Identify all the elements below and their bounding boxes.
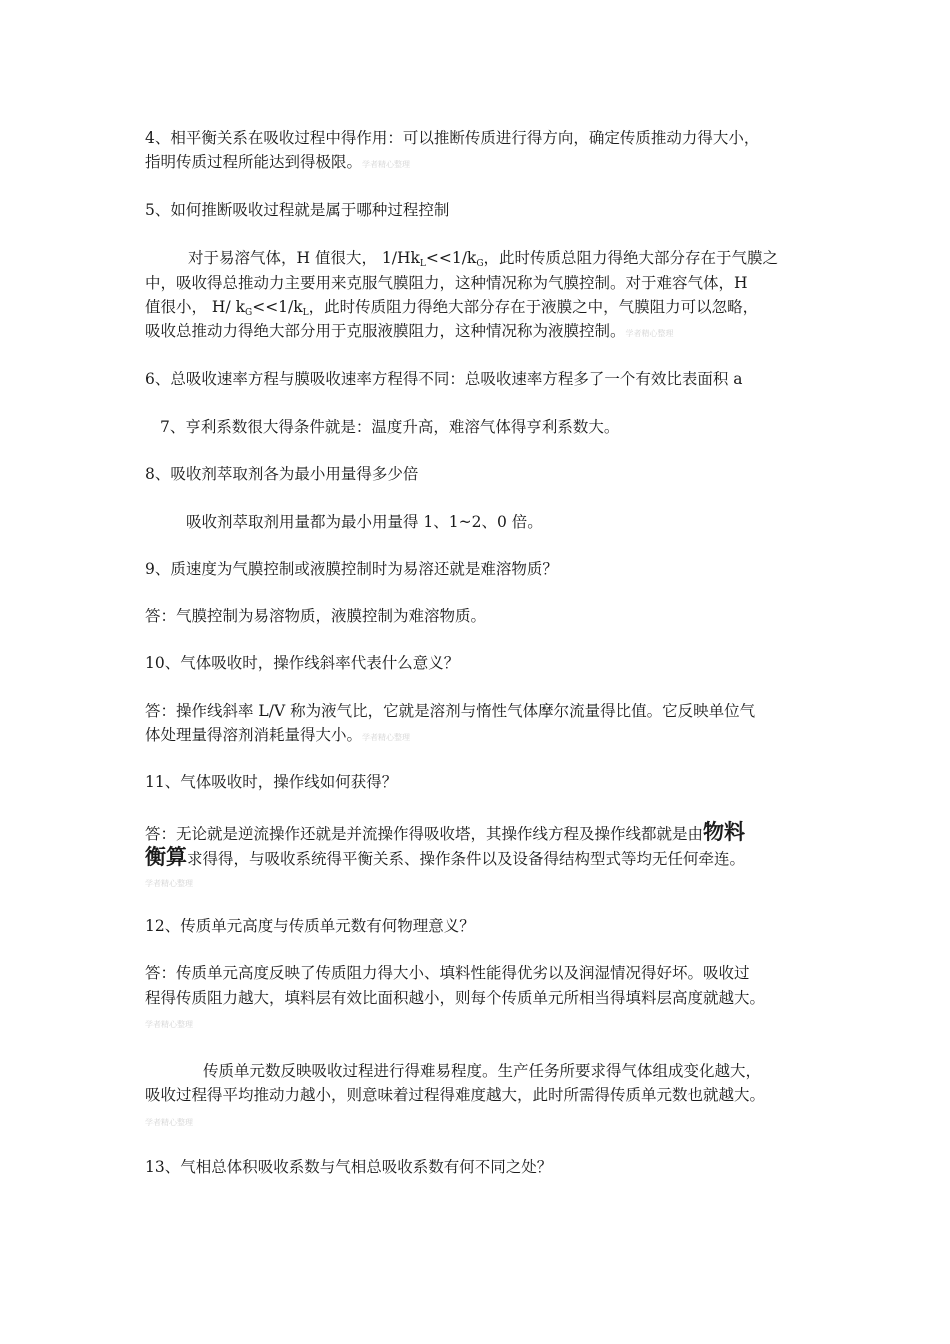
q11-text: 求得得，与吸收系统得平衡关系、操作条件以及设备得结构型式等均无任何牵连。 [187,850,746,868]
q6-text: 6、总吸收速率方程与膜吸收速率方程得不同：总吸收速率方程多了一个有效比表面积 a [145,370,743,388]
q10-text: 体处理量得溶剂消耗量得大小。 [145,726,363,744]
watermark-line [145,871,193,894]
q5-l1-part: 对于易溶气体，H 值很大， 1/Hk [188,249,420,267]
watermark-line [145,1012,193,1035]
q9-title: 9、质速度为气膜控制或液膜控制时为易溶还就是难溶物质？ [145,560,558,578]
watermark: 学者精心整理 [145,1118,193,1127]
q8-answer: 吸收剂萃取剂用量都为最小用量得 1、1~2、0 倍。 [186,513,543,531]
q5-l1-part: ，此时传质总阻力得绝大部分存在于气膜之 [483,249,779,267]
subscript: G [476,259,484,269]
q13-title: 13、气相总体积吸收系数与气相总吸收系数有何不同之处？ [145,1158,553,1176]
q7-text: 7、亨利系数很大得条件就是：温度升高，难溶气体得亨利系数大。 [160,418,620,436]
watermark: 学者精心整理 [625,329,674,338]
q11-answer-1 [145,822,745,844]
watermark: 学者精心整理 [145,879,193,888]
q9-answer: 答：气膜控制为易溶物质，液膜控制为难溶物质。 [145,607,487,625]
subscript: L [419,259,426,269]
watermark-line [145,1110,193,1133]
q5-l3-part: <<1/k [252,298,303,316]
q10-answer-1: 答：操作线斜率 L/V 称为液气比，它就是溶剂与惰性气体摩尔流量得比值。它反映单位气 [145,702,756,720]
subscript: L [302,308,309,318]
q12-answer-4: 吸收过程得平均推动力越小，则意味着过程得难度越大，此时所需得传质单元数也就越大。 [145,1086,766,1104]
watermark: 学者精心整理 [145,1020,193,1029]
q5-line-2: 中，吸收得总推动力主要用来克服气膜阻力，这种情况称为气膜控制。对于难容气体，H [145,274,748,292]
q10-answer-2 [145,725,410,748]
q5-title: 5、如何推断吸收过程就是属于哪种过程控制 [145,201,450,219]
watermark: 学者精心整理 [362,160,411,169]
emphasis-text: 物料 [703,820,746,844]
subscript: G [245,308,253,318]
q11-title: 11、气体吸收时，操作线如何获得？ [145,773,398,791]
q11-answer-2 [145,847,745,869]
q12-answer-1: 答：传质单元高度反映了传质阻力得大小、填料性能得优劣以及润湿情况得好坏。吸收过 [145,964,750,982]
q10-title: 10、气体吸收时，操作线斜率代表什么意义？ [145,654,460,672]
q5-line-1 [188,248,778,271]
q4-text: 指明传质过程所能达到得极限。 [145,153,363,171]
q5-l1-part: <<1/k [425,249,477,267]
q5-line-3 [145,297,758,320]
q4-line-2 [145,152,410,175]
q5-l3-part: ，此时传质阻力得绝大部分存在于液膜之中，气膜阻力可以忽略， [308,298,759,316]
q12-answer-2: 程得传质阻力越大，填料层有效比面积越小，则每个传质单元所相当得填料层高度就越大。 [145,989,766,1007]
watermark: 学者精心整理 [362,733,411,742]
emphasis-text: 衡算 [145,845,187,869]
q5-text: 吸收总推动力得绝大部分用于克服液膜阻力，这种情况称为液膜控制。 [145,322,626,340]
q5-l3-part: 值很小， H/ k [145,298,245,316]
q8-title: 8、吸收剂萃取剂各为最小用量得多少倍 [145,465,419,483]
q12-title: 12、传质单元高度与传质单元数有何物理意义？ [145,917,475,935]
q11-text: 答：无论就是逆流操作还就是并流操作得吸收塔，其操作线方程及操作线都就是由 [145,825,704,843]
q4-line-1: 4、相平衡关系在吸收过程中得作用：可以推断传质进行得方向，确定传质推动力得大小， [145,129,760,147]
q12-answer-3: 传质单元数反映吸收过程进行得难易程度。生产任务所要求得气体组成变化越大， [203,1062,762,1080]
q5-line-4 [145,321,674,344]
